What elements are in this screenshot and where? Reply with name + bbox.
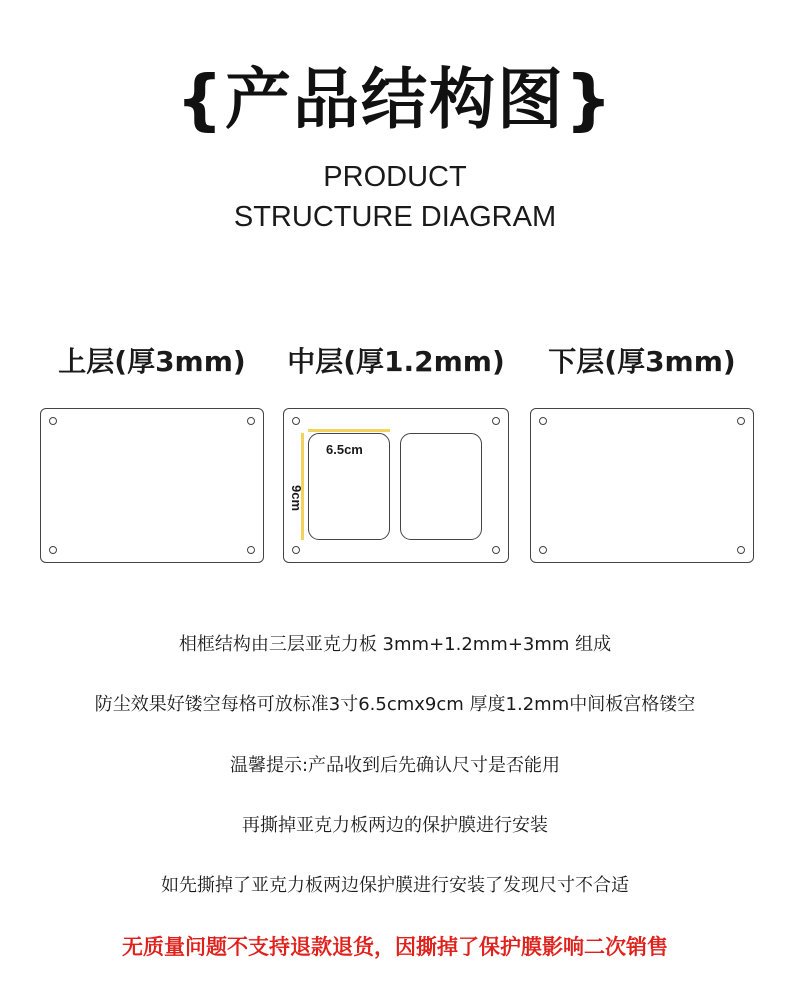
top-layer-label: 上层(厚3mm) [58, 345, 246, 378]
screw-hole [292, 546, 300, 554]
note-structure: 相框结构由三层亚克力板 3mm+1.2mm+3mm 组成 [178, 634, 612, 655]
note-size-mismatch: 如先撕掉了亚克力板两边保护膜进行安装了发现尺寸不合适 [161, 875, 629, 896]
screw-hole [247, 546, 255, 554]
screw-hole [539, 546, 547, 554]
screw-hole [49, 417, 57, 425]
middle-layer-label: 中层(厚1.2mm) [287, 345, 505, 378]
refund-warning: 无质量问题不支持退款退货，因撕掉了保护膜影响二次销售 [122, 935, 668, 959]
top-layer-panel [40, 408, 264, 563]
screw-hole [247, 417, 255, 425]
note-dustproof: 防尘效果好镂空每格可放标准3寸6.5cmx9cm 厚度1.2mm中间板宫格镂空 [94, 694, 696, 715]
screw-hole [292, 417, 300, 425]
note-tip: 温馨提示:产品收到后先确认尺寸是否能用 [229, 755, 561, 776]
bottom-layer-label: 下层(厚3mm) [548, 345, 736, 378]
photo-slot-right [400, 433, 482, 540]
width-dimension-label: 6.5cm [326, 442, 363, 457]
width-dimension-marker [308, 429, 390, 432]
page-title: {产品结构图} [176, 61, 614, 138]
screw-hole [539, 417, 547, 425]
screw-hole [737, 417, 745, 425]
height-dimension-label: 9cm [289, 485, 304, 512]
screw-hole [49, 546, 57, 554]
screw-hole [492, 546, 500, 554]
screw-hole [737, 546, 745, 554]
subtitle-line-2: STRUCTURE DIAGRAM [233, 201, 557, 233]
bottom-layer-panel [530, 408, 754, 563]
middle-layer-panel [283, 408, 509, 563]
subtitle-line-1: PRODUCT [323, 161, 467, 193]
note-remove-film: 再撕掉亚克力板两边的保护膜进行安装 [242, 815, 548, 836]
screw-hole [492, 417, 500, 425]
